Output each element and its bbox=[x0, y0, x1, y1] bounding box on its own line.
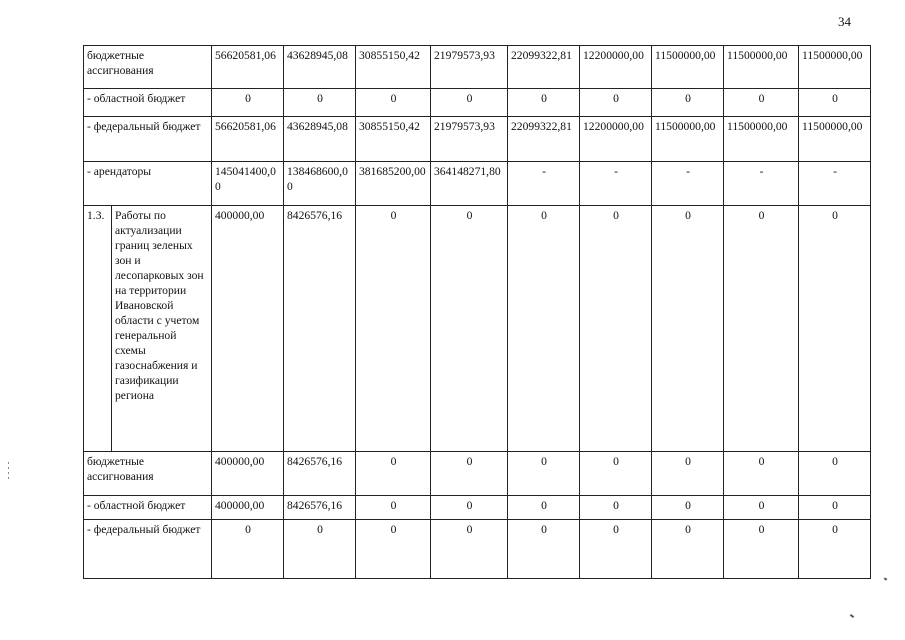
value-cell: 0 bbox=[724, 452, 799, 496]
value-cell: 30855150,42 bbox=[356, 117, 431, 162]
table-row bbox=[84, 520, 871, 579]
value-cell: 43628945,08 bbox=[284, 46, 356, 89]
table-body bbox=[84, 46, 871, 579]
value-cell: 381685200,00 bbox=[356, 162, 431, 206]
item-number: 1.3. bbox=[84, 206, 112, 452]
row-label: - федеральный бюджет bbox=[84, 520, 212, 579]
value-cell: 0 bbox=[580, 496, 652, 520]
value-cell: 138468600,00 bbox=[284, 162, 356, 206]
value-cell: 12200000,00 bbox=[580, 117, 652, 162]
value-cell: - bbox=[508, 162, 580, 206]
table-row bbox=[84, 46, 871, 89]
scan-mark bbox=[8, 472, 9, 474]
value-cell: 0 bbox=[431, 452, 508, 496]
value-cell: 0 bbox=[724, 206, 799, 452]
value-cell: 22099322,81 bbox=[508, 117, 580, 162]
value-cell: 0 bbox=[799, 520, 871, 579]
row-label: - областной бюджет bbox=[84, 496, 212, 520]
value-cell: 8426576,16 bbox=[284, 496, 356, 520]
value-cell: 0 bbox=[356, 520, 431, 579]
value-cell: 364148271,80 bbox=[431, 162, 508, 206]
value-cell: 22099322,81 bbox=[508, 46, 580, 89]
value-cell: 145041400,00 bbox=[212, 162, 284, 206]
scan-mark bbox=[884, 577, 888, 580]
value-cell: 0 bbox=[508, 452, 580, 496]
value-cell: 0 bbox=[508, 89, 580, 117]
value-cell: 0 bbox=[284, 89, 356, 117]
value-cell: - bbox=[580, 162, 652, 206]
scan-mark bbox=[8, 467, 9, 469]
value-cell: 11500000,00 bbox=[652, 46, 724, 89]
value-cell: 11500000,00 bbox=[724, 117, 799, 162]
value-cell: 0 bbox=[356, 452, 431, 496]
value-cell: 11500000,00 bbox=[724, 46, 799, 89]
value-cell: 0 bbox=[508, 206, 580, 452]
value-cell: 0 bbox=[508, 520, 580, 579]
value-cell: 0 bbox=[431, 89, 508, 117]
value-cell: 400000,00 bbox=[212, 496, 284, 520]
value-cell: - bbox=[724, 162, 799, 206]
value-cell: - bbox=[799, 162, 871, 206]
page-number: 34 bbox=[838, 14, 851, 29]
value-cell: 30855150,42 bbox=[356, 46, 431, 89]
table-row-item bbox=[84, 206, 871, 452]
value-cell: 43628945,08 bbox=[284, 117, 356, 162]
value-cell: 21979573,93 bbox=[431, 46, 508, 89]
row-label: бюджетные ассигнования bbox=[84, 452, 212, 496]
value-cell: 56620581,06 bbox=[212, 46, 284, 89]
value-cell: 11500000,00 bbox=[799, 117, 871, 162]
value-cell: 0 bbox=[652, 452, 724, 496]
value-cell: 0 bbox=[799, 89, 871, 117]
value-cell: 0 bbox=[431, 206, 508, 452]
value-cell: 0 bbox=[724, 89, 799, 117]
value-cell: 0 bbox=[508, 496, 580, 520]
row-label: - арендаторы bbox=[84, 162, 212, 206]
table-row bbox=[84, 162, 871, 206]
value-cell: 12200000,00 bbox=[580, 46, 652, 89]
value-cell: 0 bbox=[356, 89, 431, 117]
item-name: Работы по актуализации границ зеленых зон и лесопарковых зон на территории Ивановской области с учетом генеральной схемы газоснабжения и газификации региона bbox=[112, 206, 212, 452]
value-cell: 0 bbox=[652, 520, 724, 579]
value-cell: 56620581,06 bbox=[212, 117, 284, 162]
value-cell: 0 bbox=[212, 520, 284, 579]
value-cell: - bbox=[652, 162, 724, 206]
table-row bbox=[84, 89, 871, 117]
value-cell: 0 bbox=[580, 206, 652, 452]
value-cell: 400000,00 bbox=[212, 206, 284, 452]
value-cell: 0 bbox=[799, 452, 871, 496]
row-label: бюджетные ассигнования bbox=[84, 46, 212, 89]
value-cell: 8426576,16 bbox=[284, 452, 356, 496]
value-cell: 11500000,00 bbox=[652, 117, 724, 162]
value-cell: 0 bbox=[284, 520, 356, 579]
budget-table bbox=[83, 45, 871, 579]
value-cell: 0 bbox=[652, 496, 724, 520]
table-row bbox=[84, 496, 871, 520]
value-cell: 0 bbox=[212, 89, 284, 117]
scan-mark bbox=[8, 462, 9, 464]
value-cell: 8426576,16 bbox=[284, 206, 356, 452]
value-cell: 0 bbox=[356, 206, 431, 452]
table-row bbox=[84, 452, 871, 496]
value-cell: 0 bbox=[652, 206, 724, 452]
value-cell: 0 bbox=[724, 520, 799, 579]
scan-mark bbox=[8, 477, 9, 479]
value-cell: 0 bbox=[799, 206, 871, 452]
value-cell: 21979573,93 bbox=[431, 117, 508, 162]
value-cell: 0 bbox=[580, 89, 652, 117]
scan-mark bbox=[850, 614, 854, 618]
value-cell: 0 bbox=[580, 520, 652, 579]
table-row bbox=[84, 117, 871, 162]
value-cell: 0 bbox=[431, 520, 508, 579]
row-label: - областной бюджет bbox=[84, 89, 212, 117]
value-cell: 11500000,00 bbox=[799, 46, 871, 89]
row-label: - федеральный бюджет bbox=[84, 117, 212, 162]
value-cell: 0 bbox=[652, 89, 724, 117]
value-cell: 0 bbox=[356, 496, 431, 520]
value-cell: 0 bbox=[431, 496, 508, 520]
value-cell: 400000,00 bbox=[212, 452, 284, 496]
value-cell: 0 bbox=[724, 496, 799, 520]
value-cell: 0 bbox=[580, 452, 652, 496]
value-cell: 0 bbox=[799, 496, 871, 520]
